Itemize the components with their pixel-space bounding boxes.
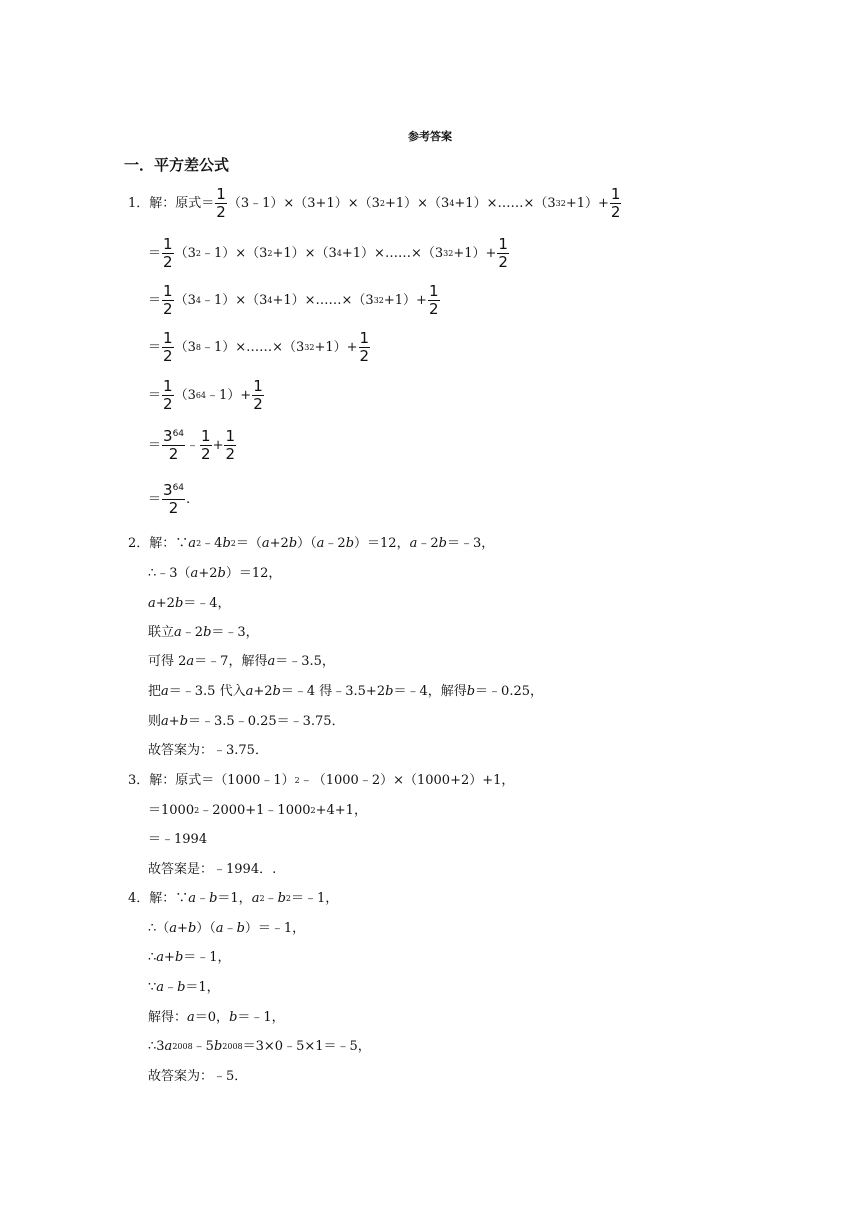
problem-4-line-2: ∴（ a + b ）（ a ﹣ b ）＝﹣1， bbox=[148, 921, 306, 936]
problem-4-line-3: ∴ a + b ＝﹣1， bbox=[148, 950, 231, 965]
problem-1-line-7: ＝ $\frac{3^{64}}{2}$ . bbox=[148, 481, 191, 517]
section-heading: 一．平方差公式 bbox=[124, 156, 230, 174]
fraction: $\frac{1}{2}$ bbox=[163, 377, 173, 413]
problem-4-line-5: 解得： a ＝0， b ＝﹣1， bbox=[148, 1010, 285, 1025]
problem-1-line-4: ＝ $\frac{1}{2}$ （3 8 ﹣1）×……×（3 32 +1）+ $\frac{1}{2}$ bbox=[148, 329, 370, 365]
problem-2-line-2: ∴﹣3（ a +2 b ）＝12， bbox=[148, 566, 282, 581]
problem-1-line-2: ＝ $\frac{1}{2}$ （3 2 ﹣1）×（3 2 +1）×（3 4 +1）×……×（3 32 +1）+ $\frac{1}{2}$ bbox=[148, 235, 508, 271]
problem-number: 3． bbox=[128, 773, 150, 788]
fraction: $\frac{1}{2}$ bbox=[216, 185, 226, 221]
problem-2-line-3: a +2 b ＝﹣4， bbox=[148, 596, 231, 611]
problem-4-line-1: 4． 解：∵ a ﹣ b ＝1， a 2 ﹣ b 2 ＝﹣1， bbox=[128, 889, 338, 909]
fraction: $\frac{3^{64}}{2}$ bbox=[163, 427, 185, 463]
problem-4-line-6: ∴3 a 2008 ﹣5 b 2008 ＝3×0﹣5×1＝﹣5， bbox=[148, 1039, 371, 1054]
problem-2-line-5: 可得 2 a ＝﹣7，解得 a ＝﹣3.5， bbox=[148, 654, 335, 669]
fraction: $\frac{1}{2}$ bbox=[163, 235, 173, 271]
problem-1-line-5: ＝ $\frac{1}{2}$ （3 64 ﹣1）+ $\frac{1}{2}$ bbox=[148, 377, 263, 413]
page-title: 参考答案 bbox=[408, 130, 452, 143]
problem-2-line-4: 联立 a ﹣2 b ＝﹣3， bbox=[148, 625, 259, 640]
fraction: $\frac{1}{2}$ bbox=[225, 427, 236, 463]
problem-2-line-8: 故答案为：﹣3.75． bbox=[148, 743, 268, 758]
problem-1-line-6: ＝ $\frac{3^{64}}{2}$ ﹣ $\frac{1}{2}$ + $\frac{1}{2}$ bbox=[148, 427, 236, 463]
fraction: $\frac{1}{2}$ bbox=[428, 282, 439, 318]
problem-3-line-2: ＝1000 2 ﹣2000+1﹣1000 2 +4+1， bbox=[148, 803, 367, 818]
fraction: $\frac{1}{2}$ bbox=[163, 282, 173, 318]
problem-3-line-3: ＝﹣1994 bbox=[148, 832, 208, 847]
problem-3-line-4: 故答案是：﹣1994．. bbox=[148, 862, 277, 877]
fraction: $\frac{1}{2}$ bbox=[498, 235, 508, 271]
fraction: $\frac{1}{2}$ bbox=[359, 329, 370, 365]
problem-4-line-7: 故答案为：﹣5． bbox=[148, 1069, 248, 1084]
problem-2-line-6: 把 a ＝﹣3.5 代入 a +2 b ＝﹣4 得﹣3.5+2 b ＝﹣4，解得 b ＝﹣0.25， bbox=[148, 684, 543, 699]
fraction: $\frac{1}{2}$ bbox=[610, 185, 621, 221]
problem-4-line-4: ∵ a ﹣ b ＝1， bbox=[148, 980, 220, 995]
problem-3-line-1: 3． 解：原式＝（1000﹣1） 2 ﹣（1000﹣2）×（1000+2）+1， bbox=[128, 771, 514, 791]
problem-1-line-1: 1． 解：原式＝ $\frac{1}{2}$ （3﹣1）×（3+1）×（3 2 +1）×（3 4 +1）×……×（3 32 +1）+ $\frac{1}{2}$ bbox=[128, 185, 621, 221]
fraction: $\frac{3^{64}}{2}$ bbox=[163, 481, 185, 517]
problem-number: 1． bbox=[128, 195, 150, 211]
problem-number: 2． bbox=[128, 536, 150, 551]
fraction: $\frac{1}{2}$ bbox=[163, 329, 173, 365]
problem-1-line-3: ＝ $\frac{1}{2}$ （3 4 ﹣1）×（3 4 +1）×……×（3 32 +1）+ $\frac{1}{2}$ bbox=[148, 282, 439, 318]
fraction: $\frac{1}{2}$ bbox=[201, 427, 211, 463]
problem-number: 4． bbox=[128, 891, 150, 906]
fraction: $\frac{1}{2}$ bbox=[253, 377, 263, 413]
problem-2-line-7: 则 a + b ＝﹣3.5﹣0.25＝﹣3.75． bbox=[148, 714, 345, 729]
problem-2-line-1: 2． 解：∵ a 2 ﹣4 b 2 ＝（ a +2 b ）（ a ﹣2 b ）＝12， a ﹣2 b ＝﹣3， bbox=[128, 534, 494, 554]
